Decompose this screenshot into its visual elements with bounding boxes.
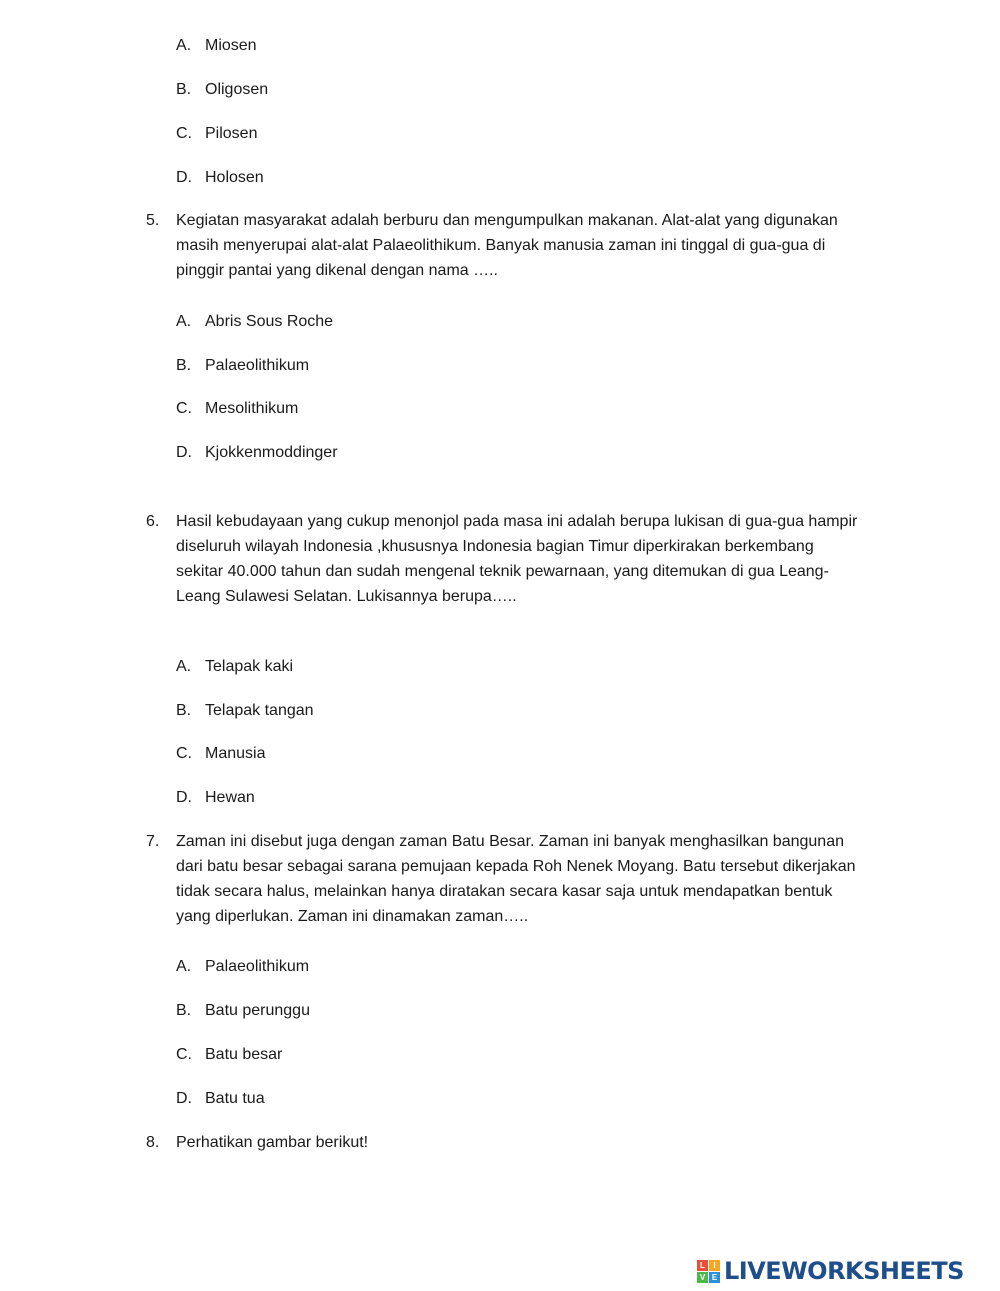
question-7-text (176, 829, 896, 929)
option-text: Manusia (205, 745, 266, 762)
option-text: Miosen (205, 37, 257, 54)
question-line: Hasil kebudayaan yang cukup menonjol pada masa ini adalah berupa lukisan di gua-gua hampir (176, 513, 858, 530)
logo-grid-letter: V (697, 1272, 708, 1283)
question-line: yang diperlukan. Zaman ini dinamakan zaman….. (176, 908, 529, 925)
option-text: Kjokkenmoddinger (205, 444, 338, 461)
option-letter: A. (176, 958, 192, 975)
liveworksheets-logo (697, 1256, 964, 1286)
option-letter: C. (176, 745, 192, 762)
question-line: Zaman ini disebut juga dengan zaman Batu Besar. Zaman ini banyak menghasilkan bangunan (176, 833, 844, 850)
option-text: Hewan (205, 789, 255, 806)
option-letter: C. (176, 400, 192, 417)
question-line: Kegiatan masyarakat adalah berburu dan mengumpulkan makanan. Alat-alat yang digunakan (176, 212, 838, 229)
option-text: Palaeolithikum (205, 958, 310, 975)
option-text: Oligosen (205, 81, 269, 98)
question-8-number: 8. (146, 1134, 160, 1151)
question-7-number: 7. (146, 833, 160, 850)
question-line: diseluruh wilayah Indonesia ,khususnya Indonesia bagian Timur diperkirakan berkembang (176, 538, 814, 555)
question-6-number: 6. (146, 513, 160, 530)
option-text: Palaeolithikum (205, 357, 310, 374)
option-text: Pilosen (205, 125, 258, 142)
option-text: Mesolithikum (205, 400, 299, 417)
option-letter: D. (176, 169, 192, 186)
question-8-text: Perhatikan gambar berikut! (176, 1134, 369, 1151)
question-5-text (176, 208, 896, 283)
option-letter: D. (176, 789, 192, 806)
option-text: Abris Sous Roche (205, 313, 334, 330)
option-letter: B. (176, 702, 192, 719)
option-letter: A. (176, 37, 192, 54)
logo-grid-letter: E (709, 1272, 720, 1283)
logo-grid-letter: I (709, 1260, 720, 1271)
option-text: Holosen (205, 169, 264, 186)
logo-grid-icon (697, 1260, 720, 1283)
option-letter: C. (176, 125, 192, 142)
option-text: Batu perunggu (205, 1002, 310, 1019)
question-6-text (176, 509, 896, 609)
option-letter: A. (176, 658, 192, 675)
logo-text: LIVEWORKSHEETS (724, 1257, 964, 1285)
question-line: dari batu besar sebagai sarana pemujaan kepada Roh Nenek Moyang. Batu tersebut dikerjakan (176, 858, 856, 875)
option-text: Telapak tangan (205, 702, 314, 719)
option-text: Batu besar (205, 1046, 283, 1063)
option-letter: C. (176, 1046, 192, 1063)
question-5-number: 5. (146, 212, 160, 229)
option-letter: D. (176, 1090, 192, 1107)
question-line: pinggir pantai yang dikenal dengan nama ….. (176, 262, 498, 279)
question-line: sekitar 40.000 tahun dan sudah mengenal teknik pewarnaan, yang ditemukan di gua Leang- (176, 563, 829, 580)
question-line: masih menyerupai alat-alat Palaeolithikum. Banyak manusia zaman ini tinggal di gua-gua di (176, 237, 826, 254)
question-line: tidak secara halus, melainkan hanya diratakan secara kasar saja untuk mendapatkan bentuk (176, 883, 833, 900)
option-text: Telapak kaki (205, 658, 294, 675)
question-line: Leang Sulawesi Selatan. Lukisannya berupa….. (176, 588, 517, 605)
logo-grid-letter: L (697, 1260, 708, 1271)
option-letter: B. (176, 81, 192, 98)
option-letter: A. (176, 313, 192, 330)
option-text: Batu tua (205, 1090, 265, 1107)
option-letter: B. (176, 357, 192, 374)
option-letter: D. (176, 444, 192, 461)
option-letter: B. (176, 1002, 192, 1019)
